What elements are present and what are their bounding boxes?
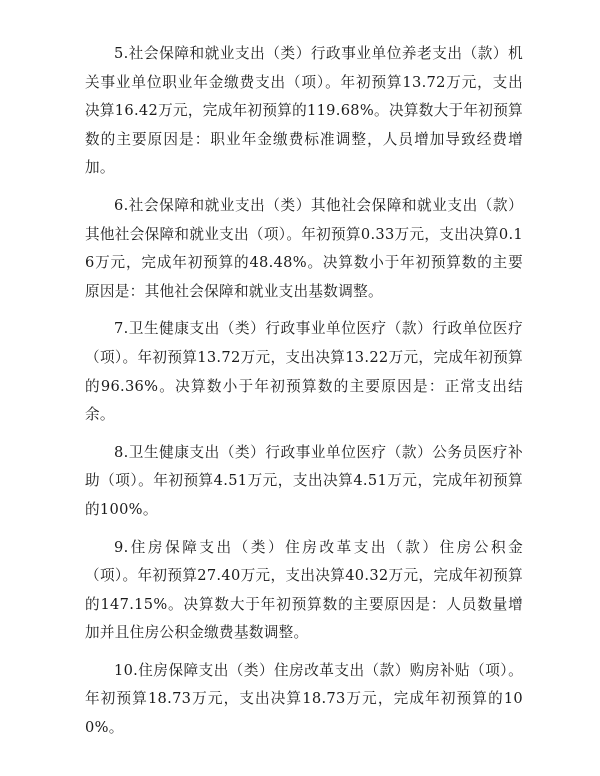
paragraph-item-8: 8.卫生健康支出（类）行政事业单位医疗（款）公务员医疗补助（项）。年初预算4.51万元，支出决算4.51万元，完成年初预算的100%。 — [85, 443, 523, 518]
paragraph-item-9: 9.住房保障支出（类）住房改革支出（款）住房公积金（项）。年初预算27.40万元，支出决算40.32万元，完成年初预算的147.15%。决算数大于年初预算数的主要原因是：人员数量增加并且住房公积金缴费基数调整。 — [85, 538, 523, 642]
paragraph-item-7: 7.卫生健康支出（类）行政事业单位医疗（款）行政单位医疗（项）。年初预算13.72万元，支出决算13.22万元，完成年初预算的96.36%。决算数小于年初预算数的主要原因是：正常支出结余。 — [85, 320, 523, 424]
document-body — [85, 40, 523, 752]
paragraph-item-5: 5.社会保障和就业支出（类）行政事业单位养老支出（款）机关事业单位职业年金缴费支出（项）。年初预算13.72万元，支出决算16.42万元，完成年初预算的119.68%。决算数大于年初预算数的主要原因是：职业年金缴费标准调整，人员增加导致经费增加。 — [85, 45, 523, 177]
paragraph-item-6: 6.社会保障和就业支出（类）其他社会保障和就业支出（款）其他社会保障和就业支出（项）。年初预算0.33万元，支出决算0.16万元，完成年初预算的48.48%。决算数小于年初预算数的主要原因是：其他社会保障和就业支出基数调整。 — [85, 196, 523, 300]
paragraph-item-10: 10.住房保障支出（类）住房改革支出（款）购房补贴（项）。年初预算18.73万元，支出决算18.73万元，完成年初预算的100%。 — [85, 661, 523, 737]
